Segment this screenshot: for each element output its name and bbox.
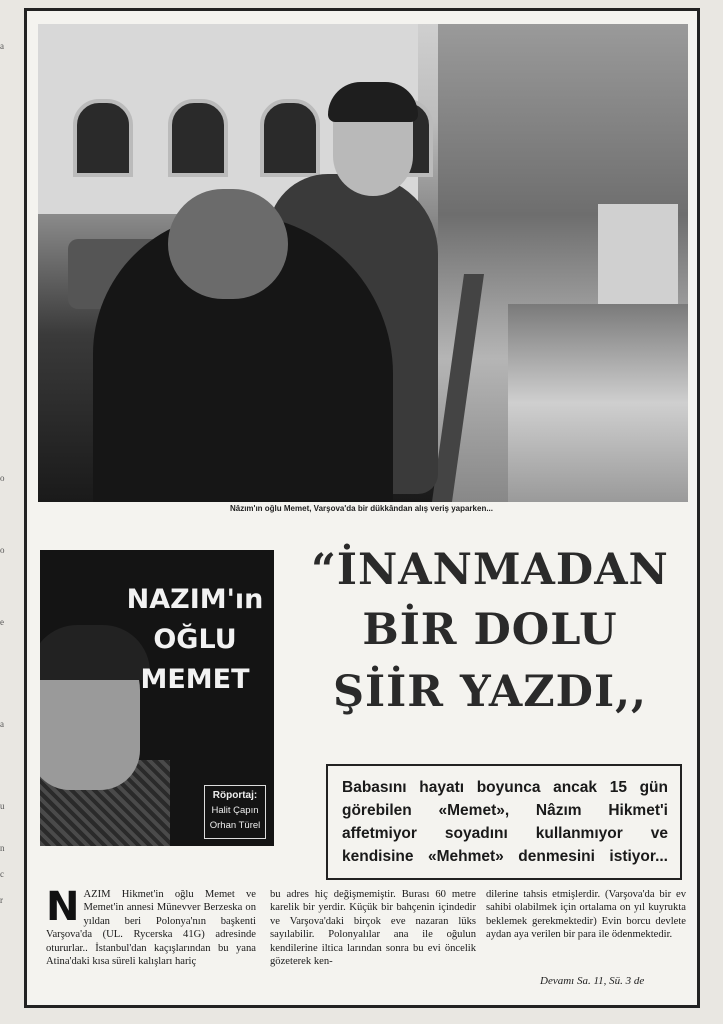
photo-window [168, 99, 228, 177]
credit-box [204, 785, 266, 839]
credit-role: Röportaj: [212, 790, 258, 801]
photo-window [73, 99, 133, 177]
news-photo [38, 24, 688, 502]
margin-char: u [0, 801, 5, 811]
title-box [40, 550, 274, 846]
photo-counter [508, 304, 688, 502]
margin-char: n [0, 843, 5, 853]
margin-char: a [0, 41, 4, 51]
photo-memet-hair [328, 82, 418, 122]
headline-line-3: ŞİİR YAZDI,, [332, 667, 648, 717]
article-column-2: bu adres hiç değişmemiştir. Burası 60 metre karelik bir yerdir. Küçük bir bahçenin içindedir ve Varşova'daki birçok eve nazaran lüks sayılabilir. Polonyalılar ana ile oğulun kendilerine iltica larından sonra bu evi öncelik gözeterek ken- [270, 889, 476, 968]
continue-note: Devamı Sa. 11, Sü. 3 de [540, 975, 645, 987]
credit-name: Halit Çapın [211, 805, 259, 816]
box-title [120, 580, 270, 700]
dropcap: N [46, 884, 80, 930]
box-title-line: MEMET [140, 664, 250, 695]
photo-caption: Nâzım'ın oğlu Memet, Varşova'da bir dükkândan alış veriş yaparken... [229, 504, 493, 513]
credit-name: Orhan Türel [209, 820, 261, 831]
headline-line-1: “İNANMADAN [311, 545, 669, 595]
photo-window [260, 99, 320, 177]
headline-line-2: BİR DOLU [362, 605, 618, 655]
margin-char: o [0, 545, 5, 555]
margin-char: r [0, 895, 3, 905]
summary-box: Babasını hayatı boyunca ancak 15 gün görebilen «Memet», Nâzım Hikmet'i affetmiyor soyadını kullanmıyor ve kendisine «Mehmet» denmesini istiyor... [326, 764, 682, 880]
margin-char: c [0, 869, 4, 879]
margin-char: e [0, 617, 4, 627]
margin-char: a [0, 719, 4, 729]
box-title-line: NAZIM'ın [126, 584, 264, 615]
article-text: AZIM Hikmet'in oğlu Memet ve Memet'in annesi Münevver Berzeska on yıldan beri Polonya'nın başkenti Varşova'da (UL. Rycerska 41G) adresinde otururlar.. İstanbul'dan kaçışlarından bu yana Atina'daki kısa süreli kalışları hariç [46, 889, 256, 968]
box-title-line: OĞLU [153, 624, 237, 655]
article-column-1 [46, 884, 256, 968]
margin-char: o [0, 473, 5, 483]
photo-person-back-head [168, 189, 288, 299]
article-column-3: dilerine tahsis etmişlerdir. (Varşova'da bir ev sahibi olabilmek için ortalama on yıl kuyrukta beklemek gerekmektedir) Evin borcu devlete aydan aya verilen bir para ile ödenmektedir. [486, 889, 686, 941]
